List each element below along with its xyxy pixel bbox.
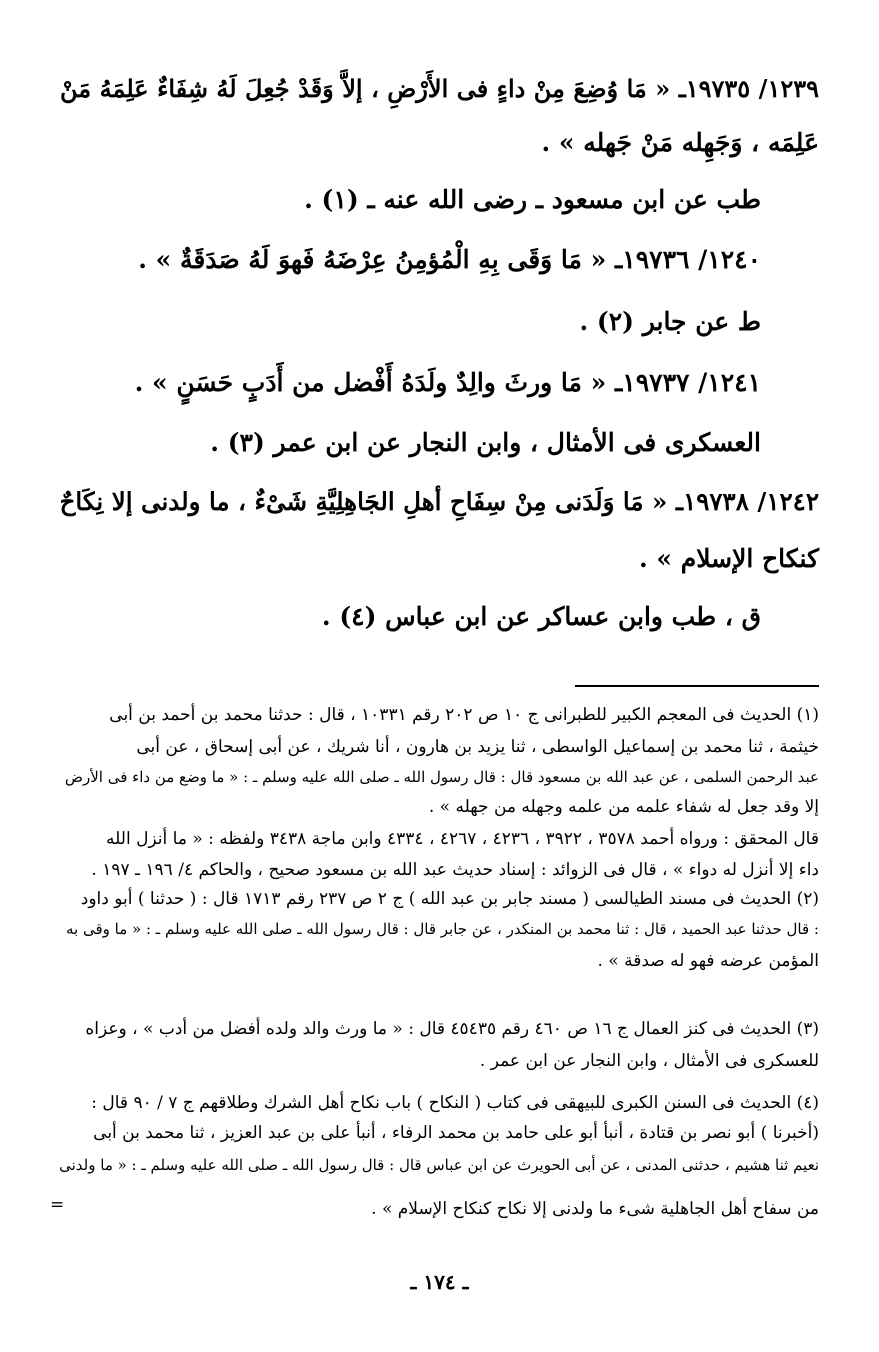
footnote-1-line-4: إلا وقد جعل له شفاء علمه من علمه وجهله من جهله » . (428, 797, 819, 817)
footnote-2-line-2: : قال حدثنا عبد الحميد ، قال : ثنا محمد بن المنكدر ، عن جابر قال : قال رسول الله ـ صلى الله عليه وسلم ـ : « ما وقى به (66, 920, 819, 938)
footnote-1-note-line-2: داء إلا أنزل له دواء » ، قال فى الزوائد : إسناد حديث عبد الله بن مسعود صحيح ، والحاكم ٤/ ١٩٦ ـ ١٩٧ . (91, 860, 819, 880)
hadith-1239-line-2: عَلِمَه ، وَجَهِله مَنْ جَهله » . (541, 128, 819, 157)
footnote-3-line-1: (٣) الحديث فى كنز العمال ج ١٦ ص ٤٦٠ رقم ٤٥٤٣٥ قال : « ما ورث والد ولده أفضل من أدب » ، وعزاه (85, 1019, 819, 1039)
source-1241: العسكرى فى الأمثال ، وابن النجار عن ابن عمر (٣) . (210, 428, 761, 457)
hadith-1241: ١٢٤١/ ١٩٧٣٧ـ « مَا ورثَ والِدٌ ولَدَهُ أَفْضل من أَدَبٍ حَسَنٍ » . (134, 368, 761, 397)
hadith-1242-line-1: ١٢٤٢/ ١٩٧٣٨ـ « مَا وَلَدَنى مِنْ سِفَاحِ أهلِ الجَاهِلِيَّةِ شَىْءٌ ، ما ولدنى إلا نِكَاحٌ (59, 487, 819, 516)
footnote-1-note-line-1: قال المحقق : ورواه أحمد ٣٥٧٨ ، ٣٩٢٢ ، ٤٢٣٦ ، ٤٢٦٧ ، ٤٣٣٤ وابن ماجة ٣٤٣٨ ولفظه : « ما أنزل الله (106, 829, 819, 849)
footnote-1-line-1: (١) الحديث فى المعجم الكبير للطبرانى ج ١٠ ص ٢٠٢ رقم ١٠٣٣١ ، قال : حدثنا محمد بن أحمد بن أبى (109, 705, 819, 725)
hadith-1240: ١٢٤٠/ ١٩٧٣٦ـ « مَا وَقَى بِهِ الْمُؤمِنُ عِرْضَهُ فَهوَ لَهُ صَدَقَةٌ » . (138, 245, 761, 274)
source-1239: طب عن ابن مسعود ـ رضى الله عنه ـ (١) . (304, 185, 761, 214)
footnote-4-line-3: نعيم ثنا هشيم ، حدثنى المدنى ، عن أبى الحويرث عن ابن عباس قال : قال رسول الله ـ صلى الله عليه وسلم ـ : « ما ولدنى (59, 1156, 819, 1174)
footnote-3-line-2: للعسكرى فى الأمثال ، وابن النجار عن ابن عمر . (479, 1051, 819, 1071)
hadith-1239-line-1: ١٢٣٩/ ١٩٧٣٥ـ « مَا وُضِعَ مِنْ داءٍ فى الأَرْضِ ، إلاَّ وَقَدْ جُعِلَ لَهُ شِفَاءٌ عَلِمَهُ مَنْ (60, 74, 819, 103)
source-1240: ط عن جابر (٢) . (579, 307, 761, 336)
footnote-separator (575, 685, 819, 687)
footnote-2-line-3: المؤمن عرضه فهو له صدقة » . (597, 951, 819, 971)
footnote-1-line-3: عبد الرحمن السلمى ، عن عبد الله بن مسعود قال : قال رسول الله ـ صلى الله عليه وسلم ـ : « ما وضع من داء فى الأرض (64, 768, 819, 786)
page-number: ـ ١٧٤ ـ (410, 1270, 469, 1294)
footnote-4-line-2: (أخبرنا ) أبو نصر بن قتادة ، أنبأ أبو على حامد بن محمد الرفاء ، أنبأ على بن عبد العزيز ، ثنا محمد بن أبى (93, 1123, 819, 1143)
footnote-2-line-1: (٢) الحديث فى مسند الطيالسى ( مسند جابر بن عبد الله ) ج ٢ ص ٢٣٧ رقم ١٧١٣ قال : ( حدثنا ) أبو داود (80, 889, 819, 909)
continuation-mark: = (50, 1195, 65, 1215)
footnote-1-line-2: خيثمة ، ثنا محمد بن إسماعيل الواسطى ، ثنا يزيد بن هارون ، أنا شريك ، عن أبى إسحاق ، عن أبى (136, 737, 819, 757)
hadith-1242-line-2: كنكاح الإسلام » . (639, 544, 819, 573)
footnote-4-line-4: من سفاح أهل الجاهلية شىء ما ولدنى إلا نكاح كنكاح الإسلام » . (371, 1199, 819, 1219)
footnote-4-line-1: (٤) الحديث فى السنن الكبرى للبيهقى فى كتاب ( النكاح ) باب نكاح أهل الشرك وطلاقهم ج ٧ / ٩٠ قال : (91, 1093, 819, 1113)
source-1242: ق ، طب وابن عساكر عن ابن عباس (٤) . (321, 602, 761, 631)
